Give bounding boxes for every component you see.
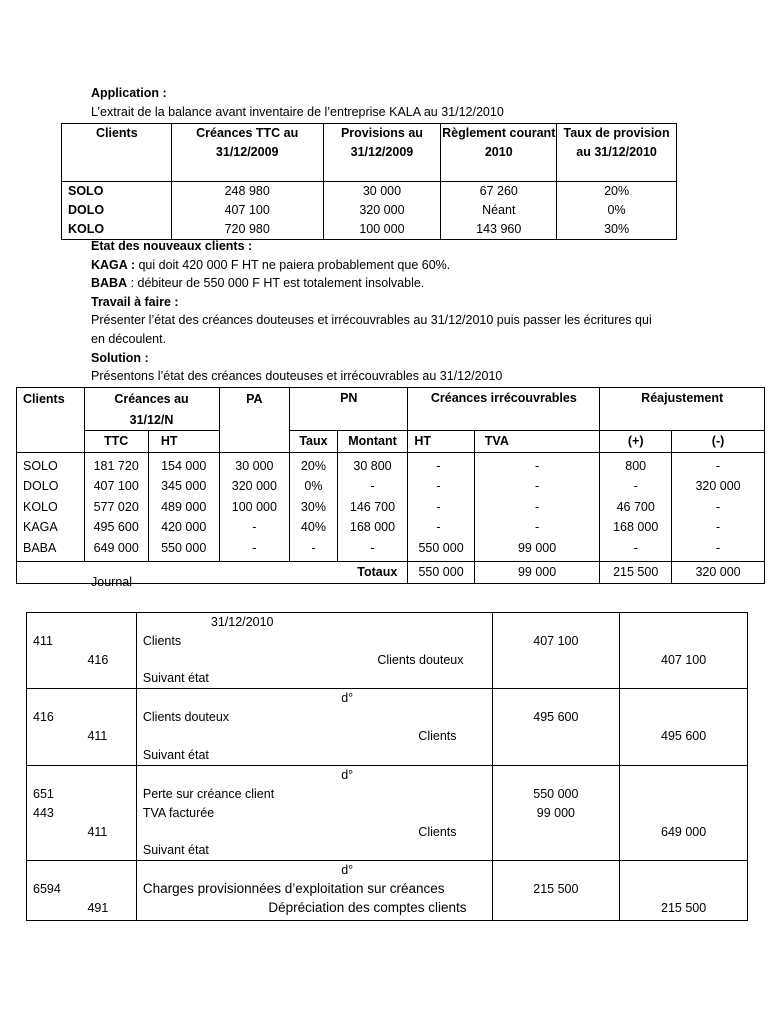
journal-entry: 411 416 31/12/2010 Clients Clients douteux Suivant état 407 100 407 100 xyxy=(27,613,748,689)
state-header-row xyxy=(17,388,765,431)
state-header-irrec: Créances irrécouvrables xyxy=(408,388,600,431)
balance-cell: 67 260 Néant 143 960 xyxy=(441,182,557,240)
sub-header: Montant xyxy=(337,431,408,453)
new-clients-heading: Etat des nouveaux clients : xyxy=(91,239,253,253)
task-heading: Travail à faire : xyxy=(91,294,179,309)
application-heading: Application : xyxy=(91,86,167,100)
state-row: DOLO 407 100 345 000 320 000 0% - - - - 320 000 xyxy=(17,476,765,497)
totals-label: Totaux xyxy=(17,562,408,584)
balance-row xyxy=(62,182,677,240)
state-row: KOLO 577 020 489 000 100 000 30% 146 700 - - 46 700 - xyxy=(17,497,765,518)
state-header-clients: Clients xyxy=(17,388,85,453)
balance-table xyxy=(61,123,677,240)
solution-text: Présentons l’état des créances douteuses et irrécouvrables au 31/12/2010 xyxy=(91,369,503,384)
task-line-1: Présenter l’état des créances douteuses et irrécouvrables au 31/12/2010 puis passer les écritures qui xyxy=(91,313,652,328)
balance-header-cell: Créances TTC au 31/12/2009 xyxy=(171,124,323,182)
state-row: BABA 649 000 550 000 - - - 550 000 99 000 - - xyxy=(17,538,765,562)
sub-header: TVA xyxy=(474,431,600,453)
task-line-2: en découlent. xyxy=(91,331,167,346)
sub-header: HT xyxy=(408,431,474,453)
balance-header-cell: Provisions au 31/12/2009 xyxy=(323,124,441,182)
sub-header: (-) xyxy=(672,431,765,453)
balance-cell: 30 000 320 000 100 000 xyxy=(323,182,441,240)
total-value: 550 000 xyxy=(408,562,474,584)
total-value: 320 000 xyxy=(672,562,765,584)
total-value: 99 000 xyxy=(474,562,600,584)
state-subheader-row xyxy=(17,431,765,453)
state-header-pn: PN xyxy=(290,388,408,431)
state-table xyxy=(16,387,765,584)
balance-header-cell: Taux de provision au 31/12/2010 xyxy=(557,124,677,182)
balance-header-cell: Clients xyxy=(62,124,172,182)
state-header-reaj: Réajustement xyxy=(600,388,765,431)
balance-header-row xyxy=(62,124,677,182)
kaga-line: KAGA : qui doit 420 000 F HT ne paiera probablement que 60%. xyxy=(91,257,451,272)
state-header-creances: Créances au 31/12/N xyxy=(84,388,219,431)
sub-header: (+) xyxy=(600,431,672,453)
sub-header: TTC xyxy=(84,431,148,453)
state-row: SOLO 181 720 154 000 30 000 20% 30 800 - - 800 - xyxy=(17,452,765,476)
sub-header: Taux xyxy=(290,431,337,453)
balance-cell: SOLO DOLO KOLO xyxy=(62,182,172,240)
baba-line: BABA : débiteur de 550 000 F HT est totalement insolvable. xyxy=(91,276,425,291)
balance-cell: 248 980 407 100 720 980 xyxy=(171,182,323,240)
sub-header: HT xyxy=(148,431,219,453)
state-header-pa: PA xyxy=(219,388,290,453)
state-row: KAGA 495 600 420 000 - 40% 168 000 - - 168 000 - xyxy=(17,517,765,538)
intro-text: L’extrait de la balance avant inventaire de l’entreprise KALA au 31/12/2010 xyxy=(91,104,504,119)
journal-label: Journal xyxy=(91,575,132,589)
journal-entry: 651 443 411 d° Perte sur créance client TVA facturée Clients Suivant état 550 000 99 000 649 000 xyxy=(27,766,748,861)
statement-block xyxy=(91,237,652,386)
balance-cell: 20% 0% 30% xyxy=(557,182,677,240)
journal-entry: 416 411 d° Clients douteux Clients Suivant état 495 600 495 600 xyxy=(27,689,748,766)
journal-table xyxy=(26,612,748,921)
intro-block xyxy=(91,84,504,121)
solution-heading: Solution : xyxy=(91,350,149,365)
total-value: 215 500 xyxy=(600,562,672,584)
journal-entry: 6594 491 d° Charges provisionnées d’exploitation sur créances Dépréciation des comptes clients 215 500 215 500 xyxy=(27,861,748,921)
balance-header-cell: Règlement courant 2010 xyxy=(441,124,557,182)
